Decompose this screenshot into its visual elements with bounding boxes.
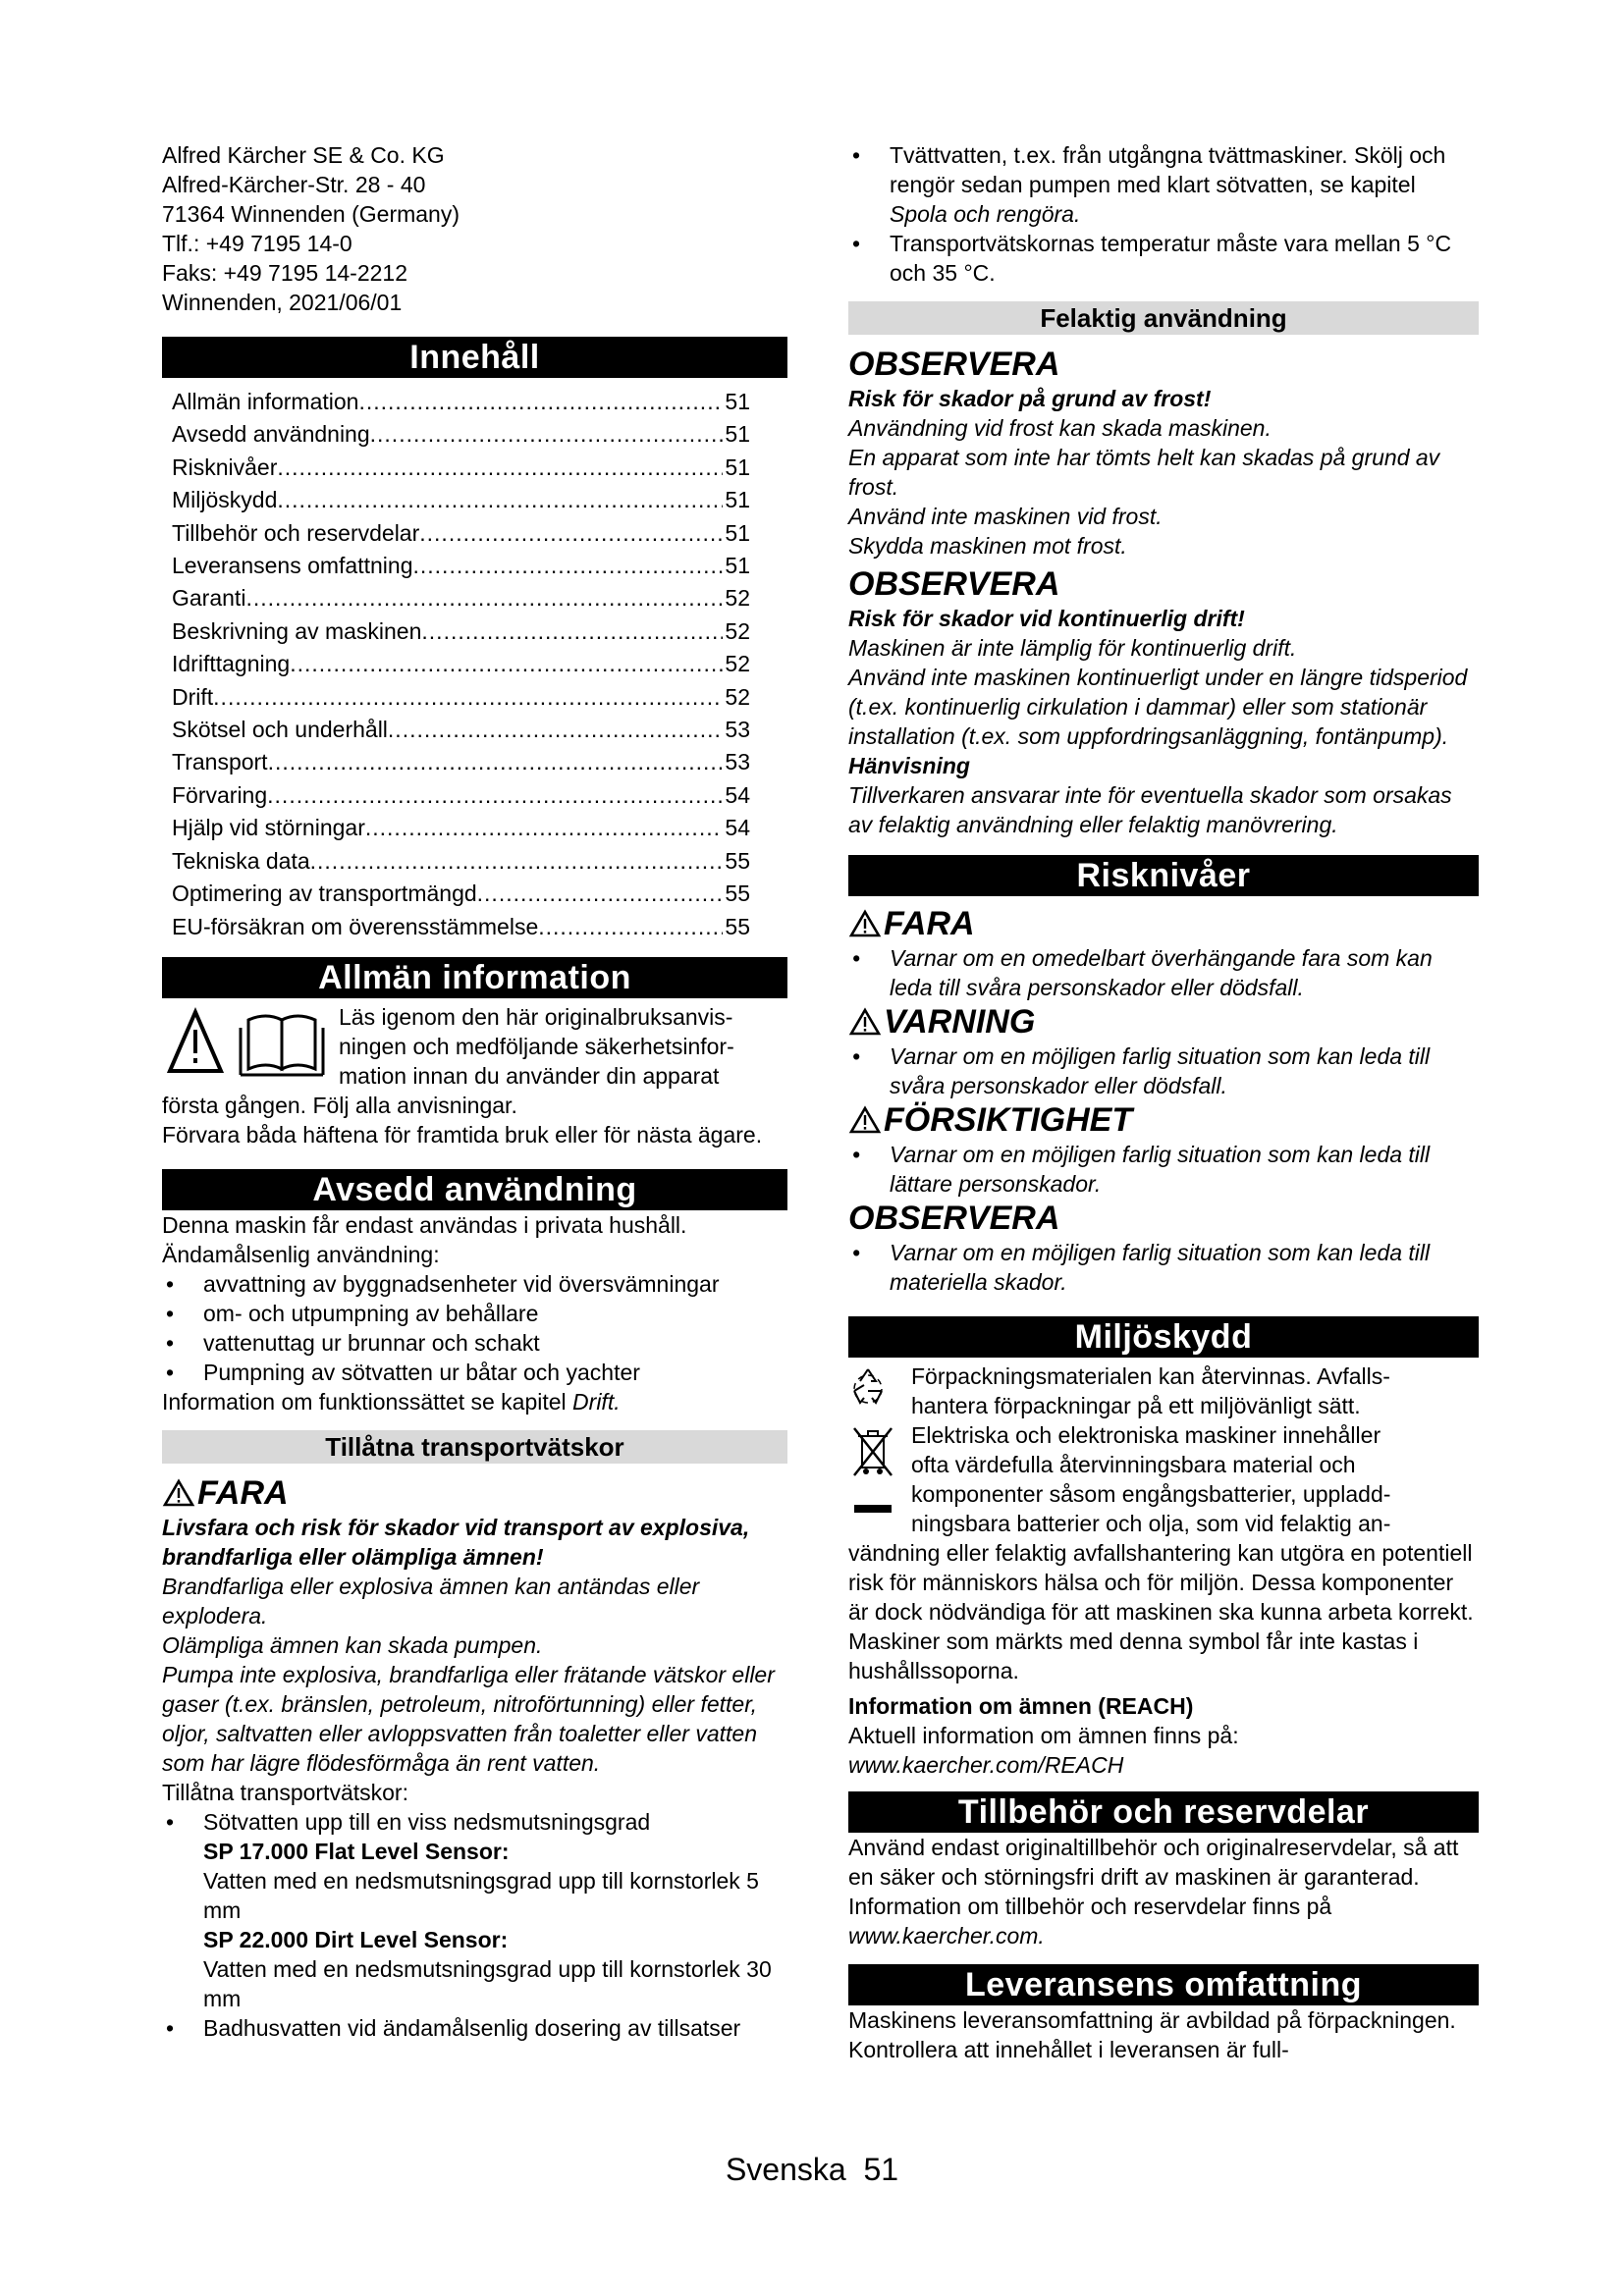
risk-level-fara bbox=[848, 904, 1479, 943]
toc-entry-label: Leveransens omfattning bbox=[172, 553, 413, 579]
warning-triangle-icon bbox=[848, 909, 882, 938]
toc-leader-dots bbox=[277, 452, 723, 484]
toc-entry-page: 52 bbox=[725, 585, 750, 612]
sensor-title: SP 17.000 Flat Level Sensor: bbox=[203, 1838, 510, 1864]
toc-entry-page: 51 bbox=[725, 519, 750, 546]
avsedd-paragraph: Ändamålsenlig användning: bbox=[162, 1241, 440, 1267]
tillbehor-paragraph bbox=[848, 1892, 1479, 1950]
miljo-line: ningsbara batterier och olja, som vid felaktig an- bbox=[911, 1511, 1391, 1536]
toc-leader-dots bbox=[290, 648, 723, 680]
toc-entry[interactable] bbox=[162, 845, 787, 878]
list-item: • Transportvätskornas temperatur måste vara mellan 5 °C och 35 °C. bbox=[848, 229, 1479, 288]
toc-leader-dots bbox=[538, 911, 723, 943]
toc-leader-dots bbox=[267, 779, 723, 812]
toc-entry-label: Idrifttagning bbox=[172, 651, 291, 677]
toc-leader-dots bbox=[358, 386, 723, 418]
toc-entry[interactable] bbox=[162, 386, 787, 418]
toc-entry[interactable] bbox=[162, 681, 787, 714]
risk-level-observera: OBSERVERA bbox=[848, 1200, 1060, 1237]
section-heading-allman: Allmän information bbox=[162, 957, 787, 998]
allman-paragraph: Förvara båda häftena för framtida bruk eller för nästa ägare. bbox=[162, 1121, 763, 1148]
toc-entry[interactable] bbox=[162, 779, 787, 812]
toc-entry[interactable] bbox=[162, 517, 787, 550]
list-item: • Varnar om en möjligen farlig situation som kan leda till lättare personskador. bbox=[848, 1140, 1479, 1199]
kaercher-link[interactable]: www.kaercher.com. bbox=[848, 1923, 1045, 1949]
toc-entry-page: 51 bbox=[725, 553, 750, 579]
risk-level-name: FÖRSIKTIGHET bbox=[884, 1101, 1133, 1139]
notice-bold: Risk för skador på grund av frost! bbox=[848, 386, 1212, 411]
reach-text bbox=[848, 1721, 1479, 1780]
risk-level-description bbox=[848, 943, 1479, 1002]
sensor-title: SP 22.000 Dirt Level Sensor: bbox=[203, 1926, 509, 1952]
reach-link[interactable]: www.kaercher.com/REACH bbox=[848, 1752, 1124, 1778]
toc-leader-dots bbox=[213, 681, 723, 714]
toc-entry[interactable] bbox=[162, 418, 787, 451]
avsedd-paragraph: Denna maskin får endast användas i privata hushåll. bbox=[162, 1211, 687, 1238]
toc-leader-dots bbox=[419, 517, 723, 550]
usage-list bbox=[162, 1269, 787, 1387]
list-item bbox=[848, 140, 1479, 229]
hazard-text: Pumpa inte explosiva, brandfarliga eller frätande vätskor eller gaser (t.ex. bränslen, petroleum, nitroförtunning) eller fetter, oljor, saltvatten eller avloppsvatten från toaletter eller vatten som har lägre flödesförmåga än rent vatten. bbox=[162, 1661, 775, 1776]
toc-entry-page: 51 bbox=[725, 454, 750, 480]
toc-entry-label: Allmän information bbox=[172, 389, 359, 414]
toc-entry-label: Tillbehör och reservdelar bbox=[172, 519, 420, 546]
toc-entry[interactable] bbox=[162, 582, 787, 614]
toc-leader-dots bbox=[277, 484, 723, 516]
toc-entry-page: 55 bbox=[725, 847, 750, 874]
toc-entry-label: Garanti bbox=[172, 585, 246, 612]
toc-entry[interactable] bbox=[162, 484, 787, 516]
toc-entry-page: 51 bbox=[725, 421, 750, 448]
toc-entry-label: Miljöskydd bbox=[172, 487, 278, 513]
toc-leader-dots bbox=[477, 878, 724, 910]
list-item-text: Sötvatten upp till en viss nedsmutsningsgrad bbox=[203, 1808, 651, 1835]
tillbehor-text: Information om tillbehör och reservdelar finns på bbox=[848, 1894, 1332, 1919]
risk-level-name: VARNING bbox=[884, 1003, 1036, 1041]
sensor-text: Vatten med en nedsmutsningsgrad upp till kornstorlek 5 mm bbox=[203, 1867, 759, 1923]
reach-text-label: Aktuell information om ämnen finns på: bbox=[848, 1723, 1239, 1748]
toc-entry-label: Avsedd användning bbox=[172, 421, 370, 448]
toc-leader-dots bbox=[421, 615, 723, 648]
toc-leader-dots bbox=[268, 746, 724, 778]
toc-leader-dots bbox=[365, 812, 724, 844]
toc-entry-page: 52 bbox=[725, 617, 750, 644]
toc-entry-label: Hjälp vid störningar bbox=[172, 815, 365, 841]
miljo-line: hantera förpackningar på ett miljövänligt sätt. bbox=[911, 1393, 1361, 1418]
right-column bbox=[848, 140, 1479, 2064]
toc-entry-page: 55 bbox=[725, 913, 750, 939]
list-item: • Varnar om en omedelbart överhängande fara som kan leda till svåra personskador eller dödsfall. bbox=[848, 943, 1479, 1002]
allman-line: mation innan du använder din apparat bbox=[339, 1062, 720, 1089]
toc-entry-label: Förvaring bbox=[172, 781, 268, 808]
risk-level-forsiktighet bbox=[848, 1100, 1479, 1140]
hazard-fara bbox=[162, 1473, 787, 1513]
avsedd-info-text: Information om funktionssättet se kapitel bbox=[162, 1388, 573, 1415]
notice-text: Skydda maskinen mot frost. bbox=[848, 533, 1127, 559]
toc-leader-dots bbox=[370, 418, 724, 451]
table-of-contents bbox=[162, 386, 787, 943]
leverans-paragraph: Maskinens leveransomfattning är avbildad på förpackningen. Kontrollera att innehållet i leveransen är full- bbox=[848, 2007, 1456, 2062]
allman-line: Läs igenom den här originalbruksanvis- bbox=[339, 1003, 733, 1030]
recycling-icon bbox=[848, 1365, 888, 1414]
miljo-line: ofta värdefulla återvinningsbara material och bbox=[911, 1452, 1356, 1477]
note-heading: Hänvisning bbox=[848, 753, 970, 778]
avsedd-info bbox=[162, 1387, 787, 1416]
warning-triangle-icon bbox=[162, 1478, 195, 1508]
toc-entry-page: 52 bbox=[725, 683, 750, 710]
notice-observera: OBSERVERA bbox=[848, 565, 1060, 603]
section-heading-leverans: Leveransens omfattning bbox=[848, 1964, 1479, 2005]
list-item: • Badhusvatten vid ändamålsenlig dosering av tillsatser bbox=[162, 2013, 787, 2043]
toc-entry-page: 51 bbox=[725, 389, 750, 414]
toc-entry[interactable] bbox=[162, 615, 787, 648]
chapter-link-spola[interactable]: Spola och rengöra. bbox=[890, 201, 1081, 227]
allowed-liquids-label: Tillåtna transportvätskor: bbox=[162, 1779, 408, 1805]
toc-entry-page: 55 bbox=[725, 881, 750, 907]
list-item: • Varnar om en möjligen farlig situation som kan leda till materiella skador. bbox=[848, 1238, 1479, 1297]
list-item: • Pumpning av sötvatten ur båtar och yachter bbox=[162, 1358, 787, 1387]
list-item: • om- och utpumpning av behållare bbox=[162, 1299, 787, 1328]
toc-entry[interactable] bbox=[162, 746, 787, 778]
address-line: Alfred Kärcher SE & Co. KG bbox=[162, 142, 445, 168]
toc-leader-dots bbox=[413, 550, 724, 582]
toc-entry-label: Risknivåer bbox=[172, 454, 278, 480]
toc-entry-label: Optimering av transportmängd bbox=[172, 881, 477, 907]
warning-and-manual-icon bbox=[166, 1006, 333, 1073]
hazard-text: Olämpliga ämnen kan skada pumpen. bbox=[162, 1631, 543, 1658]
toc-entry-label: Tekniska data bbox=[172, 847, 310, 874]
warning-triangle-icon bbox=[848, 1105, 882, 1135]
notice-text: Maskinen är inte lämplig för kontinuerlig drift. bbox=[848, 635, 1297, 661]
risk-level-varning bbox=[848, 1002, 1479, 1041]
notice-bold: Risk för skador vid kontinuerlig drift! bbox=[848, 606, 1245, 631]
notice-text: Använd inte maskinen vid frost. bbox=[848, 504, 1163, 529]
allman-line: ningen och medföljande säkerhetsinfor- bbox=[339, 1033, 734, 1059]
toc-entry[interactable] bbox=[162, 550, 787, 582]
risk-level-description bbox=[848, 1140, 1479, 1199]
notice-text: Använd inte maskinen kontinuerligt under en längre tidsperiod (t.ex. kontinuerlig cirkulation i dammar) eller som stationär installation (t.ex. som uppfordringsanläggning, fontänpump). bbox=[848, 665, 1468, 749]
toc-leader-dots bbox=[388, 714, 723, 746]
toc-entry-label: Skötsel och underhåll bbox=[172, 717, 388, 743]
toc-entry[interactable] bbox=[162, 911, 787, 943]
address-line: Faks: +49 7195 14-2212 bbox=[162, 260, 407, 286]
hazard-label: FARA bbox=[197, 1473, 289, 1512]
toc-leader-dots bbox=[310, 845, 724, 878]
allman-line: första gången. Följ alla anvisningar. bbox=[162, 1092, 517, 1118]
list-item-text: Tvättvatten, t.ex. från utgångna tvättmaskiner. Skölj och rengör sedan pumpen med klart sötvatten, se kapitel bbox=[890, 142, 1446, 197]
company-address bbox=[162, 140, 787, 317]
section-heading-tillbehor: Tillbehör och reservdelar bbox=[848, 1791, 1479, 1833]
allowed-liquids-list bbox=[162, 1807, 787, 2043]
toc-entry[interactable] bbox=[162, 714, 787, 746]
risk-level-name: FARA bbox=[884, 905, 975, 942]
toc-entry-label: Drift bbox=[172, 683, 214, 710]
sensor-text: Vatten med en nedsmutsningsgrad upp till kornstorlek 30 mm bbox=[203, 1955, 772, 2011]
toc-entry-page: 53 bbox=[725, 717, 750, 743]
list-item: • vattenuttag ur brunnar och schakt bbox=[162, 1328, 787, 1358]
toc-entry-page: 54 bbox=[725, 815, 750, 841]
toc-entry-label: Transport bbox=[172, 749, 268, 775]
notice-text: Användning vid frost kan skada maskinen. bbox=[848, 415, 1272, 441]
tillbehor-paragraph: Använd endast originaltillbehör och originalreservdelar, så att en säker och störningsfri drift av maskinen är garanterad. bbox=[848, 1835, 1459, 1890]
toc-entry-page: 51 bbox=[725, 487, 750, 513]
toc-entry-label: EU-försäkran om överensstämmelse bbox=[172, 913, 539, 939]
toc-entry[interactable] bbox=[162, 648, 787, 680]
miljo-line: Förpackningsmaterialen kan återvinnas. Avfalls- bbox=[911, 1363, 1390, 1389]
allowed-liquids-list-cont bbox=[848, 140, 1479, 288]
toc-entry[interactable] bbox=[162, 452, 787, 484]
list-item: • avvattning av byggnadsenheter vid översvämningar bbox=[162, 1269, 787, 1299]
notice-text: En apparat som inte har tömts helt kan skadas på grund av frost. bbox=[848, 445, 1440, 500]
toc-entry-page: 54 bbox=[725, 781, 750, 808]
miljo-paragraph: vändning eller felaktig avfallshantering kan utgöra en potentiell risk för människors hälsa och för miljön. Dessa komponenter är dock nödvändiga för att maskinen ska kunna arbeta korrekt. Maskiner som märkts med denna symbol får inte kastas i hushållssoporna. bbox=[848, 1540, 1474, 1683]
left-column bbox=[162, 140, 787, 2043]
risk-level-description bbox=[848, 1041, 1479, 1100]
chapter-link-drift[interactable]: Drift. bbox=[572, 1388, 621, 1415]
toc-heading: Innehåll bbox=[162, 337, 787, 378]
allman-block bbox=[162, 1002, 787, 1149]
address-line: Winnenden, 2021/06/01 bbox=[162, 290, 403, 315]
toc-entry[interactable] bbox=[162, 878, 787, 910]
miljo-block bbox=[848, 1362, 1479, 1780]
toc-entry-page: 53 bbox=[725, 749, 750, 775]
hazard-warning-bold: Livsfara och risk för skador vid transport av explosiva, brandfarliga eller olämpliga ämnen! bbox=[162, 1514, 750, 1570]
hazard-text: Brandfarliga eller explosiva ämnen kan antändas eller explodera. bbox=[162, 1573, 700, 1629]
section-heading-avsedd: Avsedd användning bbox=[162, 1169, 787, 1210]
list-item: • Varnar om en möjligen farlig situation som kan leda till svåra personskador eller dödsfall. bbox=[848, 1041, 1479, 1100]
miljo-line: komponenter såsom engångsbatterier, uppladd- bbox=[911, 1481, 1391, 1507]
address-line: Tlf.: +49 7195 14-0 bbox=[162, 231, 352, 256]
section-heading-miljo: Miljöskydd bbox=[848, 1316, 1479, 1358]
address-line: 71364 Winnenden (Germany) bbox=[162, 201, 460, 227]
toc-leader-dots bbox=[245, 582, 723, 614]
toc-entry[interactable] bbox=[162, 812, 787, 844]
subheading-tillatna: Tillåtna transportvätskor bbox=[162, 1430, 787, 1464]
page-footer: Svenska 51 bbox=[725, 2152, 899, 2187]
toc-entry-page: 52 bbox=[725, 651, 750, 677]
toc-entry-label: Beskrivning av maskinen bbox=[172, 617, 422, 644]
risk-level-description bbox=[848, 1238, 1479, 1297]
notice-observera: OBSERVERA bbox=[848, 346, 1060, 383]
miljo-line: Elektriska och elektroniska maskiner innehåller bbox=[911, 1422, 1381, 1448]
subheading-felaktig: Felaktig användning bbox=[848, 301, 1479, 335]
note-text: Tillverkaren ansvarar inte för eventuella skador som orsakas av felaktig användning eller felaktig manövrering. bbox=[848, 782, 1452, 837]
section-heading-risk: Risknivåer bbox=[848, 855, 1479, 896]
address-line: Alfred-Kärcher-Str. 28 - 40 bbox=[162, 172, 426, 197]
reach-heading: Information om ämnen (REACH) bbox=[848, 1693, 1194, 1719]
crossed-bin-icon bbox=[852, 1426, 893, 1518]
list-item bbox=[162, 1807, 787, 2013]
warning-triangle-icon bbox=[848, 1007, 882, 1037]
